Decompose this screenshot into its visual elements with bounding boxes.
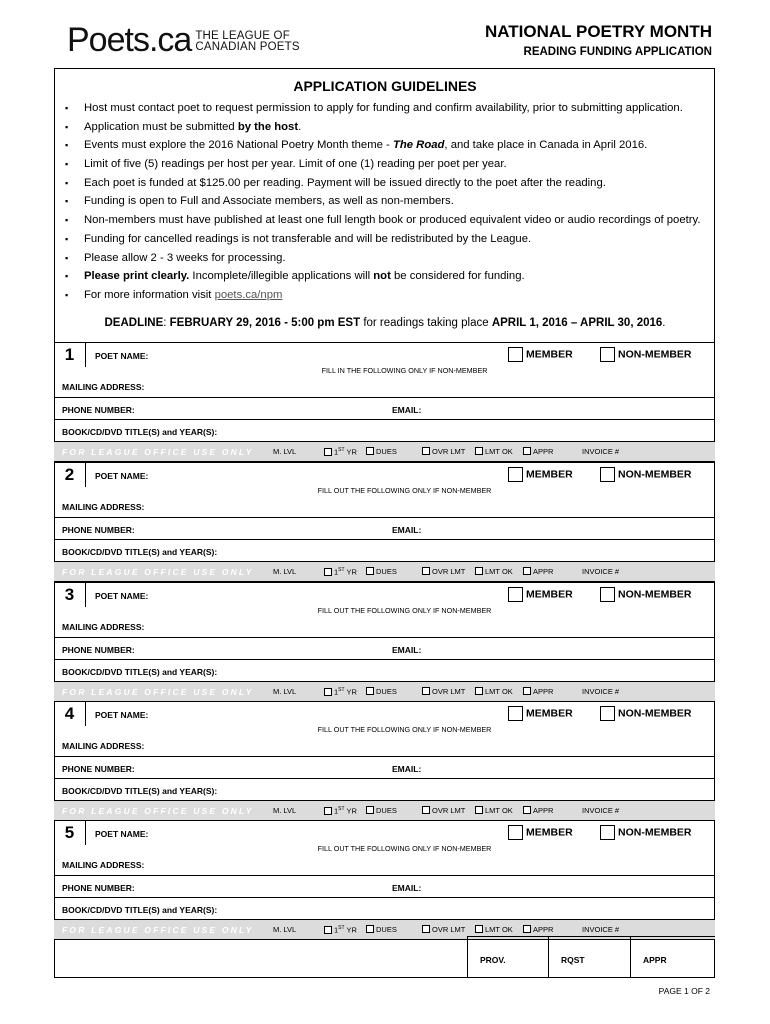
- first-year-checkbox[interactable]: [324, 807, 332, 815]
- poet-name-label: POET NAME:: [95, 351, 149, 361]
- lmt-ok-option[interactable]: LMT OK: [475, 687, 513, 696]
- invoice-label: INVOICE #: [582, 567, 620, 576]
- ovr-lmt-checkbox[interactable]: [422, 925, 430, 933]
- application-section-2: [54, 462, 715, 582]
- non-member-option[interactable]: NON-MEMBER: [600, 467, 692, 482]
- section-number: 2: [54, 463, 86, 487]
- m-lvl-label: M. LVL: [273, 447, 297, 456]
- lmt-ok-option[interactable]: LMT OK: [475, 925, 513, 934]
- non-member-checkbox[interactable]: [600, 467, 615, 482]
- book-titles-field[interactable]: BOOK/CD/DVD TITLE(S) and YEAR(S):: [54, 778, 715, 800]
- mailing-address-field[interactable]: MAILING ADDRESS:: [62, 382, 145, 392]
- application-section-5: [54, 820, 715, 940]
- first-year-checkbox[interactable]: [324, 688, 332, 696]
- m-lvl-label: M. LVL: [273, 806, 297, 815]
- non-member-checkbox[interactable]: [600, 347, 615, 362]
- invoice-label: INVOICE #: [582, 806, 620, 815]
- application-section-1: [54, 342, 715, 462]
- bullet-icon: ▪: [65, 177, 69, 188]
- appr-option[interactable]: APPR: [523, 687, 553, 696]
- dues-checkbox[interactable]: [366, 925, 374, 933]
- npm-link[interactable]: poets.ca/npm: [214, 288, 283, 301]
- document-subtitle: READING FUNDING APPLICATION: [523, 46, 712, 58]
- appr-checkbox[interactable]: [523, 447, 531, 455]
- guideline-item: ▪ Funding is open to Full and Associate members, as well as non-members.: [64, 192, 714, 211]
- bullet-icon: ▪: [65, 271, 69, 282]
- bullet-icon: ▪: [65, 159, 69, 170]
- non-member-note: FILL OUT THE FOLLOWING ONLY IF NON-MEMBER: [317, 606, 492, 615]
- member-option[interactable]: MEMBER: [508, 467, 573, 482]
- appr-checkbox[interactable]: [523, 806, 531, 814]
- office-summary: [467, 936, 715, 978]
- phone-email-row[interactable]: PHONE NUMBER: EMAIL:: [54, 637, 715, 659]
- book-titles-field[interactable]: BOOK/CD/DVD TITLE(S) and YEAR(S):: [54, 897, 715, 919]
- appr-checkbox[interactable]: [523, 925, 531, 933]
- ovr-lmt-checkbox[interactable]: [422, 687, 430, 695]
- office-use-row: [54, 561, 715, 582]
- book-titles-field[interactable]: BOOK/CD/DVD TITLE(S) and YEAR(S):: [54, 539, 715, 561]
- section-number: 4: [54, 702, 86, 726]
- dues-option[interactable]: DUES: [366, 687, 397, 696]
- lmt-ok-checkbox[interactable]: [475, 567, 483, 575]
- lmt-ok-checkbox[interactable]: [475, 806, 483, 814]
- ovr-lmt-option[interactable]: OVR LMT: [422, 806, 465, 815]
- book-titles-field[interactable]: BOOK/CD/DVD TITLE(S) and YEAR(S):: [54, 419, 715, 441]
- bullet-icon: ▪: [65, 252, 69, 263]
- dues-checkbox[interactable]: [366, 567, 374, 575]
- appr-cell: APPR: [630, 936, 715, 978]
- section-number: 1: [54, 343, 86, 367]
- poet-name-row: [54, 462, 715, 486]
- non-member-note: FILL OUT THE FOLLOWING ONLY IF NON-MEMBER: [317, 844, 492, 853]
- header: [0, 0, 770, 70]
- dues-checkbox[interactable]: [366, 447, 374, 455]
- logo-wordmark: Poets.ca: [67, 21, 192, 59]
- ovr-lmt-checkbox[interactable]: [422, 447, 430, 455]
- invoice-label: INVOICE #: [582, 925, 620, 934]
- lmt-ok-option[interactable]: LMT OK: [475, 567, 513, 576]
- appr-option[interactable]: APPR: [523, 806, 553, 815]
- email-label: EMAIL:: [392, 525, 422, 535]
- application-section-4: [54, 701, 715, 821]
- application-section-3: [54, 582, 715, 702]
- non-member-option[interactable]: NON-MEMBER: [600, 706, 692, 721]
- guideline-item: ▪ For more information visit poets.ca/npm: [64, 286, 714, 305]
- poet-name-label: POET NAME:: [95, 471, 149, 481]
- poet-name-row: [54, 820, 715, 844]
- first-year-checkbox[interactable]: [324, 448, 332, 456]
- member-checkbox[interactable]: [508, 587, 523, 602]
- appr-checkbox[interactable]: [523, 687, 531, 695]
- first-year-option[interactable]: 1ST YR: [324, 567, 357, 577]
- lmt-ok-option[interactable]: LMT OK: [475, 447, 513, 456]
- office-use-row: [54, 441, 715, 462]
- lmt-ok-checkbox[interactable]: [475, 687, 483, 695]
- document-title: NATIONAL POETRY MONTH: [485, 22, 712, 41]
- mailing-address-field[interactable]: MAILING ADDRESS:: [62, 741, 145, 751]
- non-member-note: FILL OUT THE FOLLOWING ONLY IF NON-MEMBER: [317, 725, 492, 734]
- deadline-line: DEADLINE: FEBRUARY 29, 2016 - 5:00 pm EST for readings taking place APRIL 1, 2016 – APRIL 30, 2016.: [104, 317, 666, 329]
- section-number: 5: [54, 821, 86, 845]
- dues-option[interactable]: DUES: [366, 806, 397, 815]
- poet-name-row: [54, 342, 715, 366]
- first-year-option[interactable]: 1ST YR: [324, 925, 357, 935]
- ovr-lmt-option[interactable]: OVR LMT: [422, 687, 465, 696]
- poet-name-label: POET NAME:: [95, 591, 149, 601]
- first-year-option[interactable]: 1ST YR: [324, 687, 357, 697]
- bullet-icon: ▪: [65, 121, 69, 132]
- poet-name-row: [54, 701, 715, 725]
- lmt-ok-checkbox[interactable]: [475, 447, 483, 455]
- m-lvl-label: M. LVL: [273, 925, 297, 934]
- office-use-row: [54, 800, 715, 821]
- email-label: EMAIL:: [392, 645, 422, 655]
- bullet-icon: ▪: [65, 233, 69, 244]
- dues-option[interactable]: DUES: [366, 447, 397, 456]
- member-checkbox[interactable]: [508, 347, 523, 362]
- first-year-checkbox[interactable]: [324, 926, 332, 934]
- guideline-item: ▪ Host must contact poet to request permission to apply for funding and confirm availability, prior to submitting application.: [64, 99, 714, 118]
- member-checkbox[interactable]: [508, 825, 523, 840]
- dues-checkbox[interactable]: [366, 806, 374, 814]
- phone-email-row[interactable]: PHONE NUMBER: EMAIL:: [54, 875, 715, 897]
- ovr-lmt-option[interactable]: OVR LMT: [422, 925, 465, 934]
- ovr-lmt-option[interactable]: OVR LMT: [422, 567, 465, 576]
- non-member-checkbox[interactable]: [600, 587, 615, 602]
- non-member-option[interactable]: NON-MEMBER: [600, 825, 692, 840]
- member-option[interactable]: MEMBER: [508, 706, 573, 721]
- lmt-ok-checkbox[interactable]: [475, 925, 483, 933]
- poets-ca-logo: [67, 22, 300, 58]
- first-year-option[interactable]: 1ST YR: [324, 806, 357, 816]
- non-member-note: FILL IN THE FOLLOWING ONLY IF NON-MEMBER: [321, 366, 488, 375]
- office-use-label: FOR LEAGUE OFFICE USE ONLY: [62, 447, 254, 457]
- email-label: EMAIL:: [392, 883, 422, 893]
- bullet-icon: ▪: [65, 103, 69, 113]
- member-option[interactable]: MEMBER: [508, 587, 573, 602]
- phone-email-row[interactable]: PHONE NUMBER: EMAIL:: [54, 756, 715, 778]
- phone-email-row[interactable]: PHONE NUMBER: EMAIL:: [54, 397, 715, 419]
- non-member-option[interactable]: NON-MEMBER: [600, 587, 692, 602]
- poet-name-label: POET NAME:: [95, 829, 149, 839]
- bullet-icon: ▪: [65, 140, 69, 151]
- bullet-icon: ▪: [65, 289, 69, 300]
- appr-option[interactable]: APPR: [523, 925, 553, 934]
- dues-option[interactable]: DUES: [366, 567, 397, 576]
- first-year-checkbox[interactable]: [324, 568, 332, 576]
- guideline-item: ▪ Events must explore the 2016 National Poetry Month theme - The Road, and take place in Canada in April 2016.: [64, 136, 714, 155]
- poet-name-row: [54, 582, 715, 606]
- non-member-checkbox[interactable]: [600, 825, 615, 840]
- m-lvl-label: M. LVL: [273, 567, 297, 576]
- member-option[interactable]: MEMBER: [508, 347, 573, 362]
- ovr-lmt-option[interactable]: OVR LMT: [422, 447, 465, 456]
- mailing-address-field[interactable]: MAILING ADDRESS:: [62, 860, 145, 870]
- dues-checkbox[interactable]: [366, 687, 374, 695]
- page-number: PAGE 1 OF 2: [658, 986, 710, 996]
- guideline-item: ▪ Please print clearly. Incomplete/illegible applications will not be considered for funding.: [64, 267, 714, 286]
- guidelines-title: APPLICATION GUIDELINES: [293, 78, 477, 94]
- guideline-item: ▪ Non-members must have published at least one full length book or produced equivalent video or audio recordings of poetry.: [64, 211, 714, 230]
- logo-league-text: THE LEAGUE OF CANADIAN POETS: [195, 30, 300, 53]
- ovr-lmt-checkbox[interactable]: [422, 806, 430, 814]
- mailing-address-field[interactable]: MAILING ADDRESS:: [62, 622, 145, 632]
- office-use-row: [54, 681, 715, 702]
- office-use-label: FOR LEAGUE OFFICE USE ONLY: [62, 687, 254, 697]
- guideline-item: ▪ Funding for cancelled readings is not transferable and will be redistributed by the League.: [64, 230, 714, 249]
- bullet-icon: ▪: [65, 215, 69, 226]
- m-lvl-label: M. LVL: [273, 687, 297, 696]
- non-member-checkbox[interactable]: [600, 706, 615, 721]
- invoice-label: INVOICE #: [582, 447, 620, 456]
- non-member-option[interactable]: NON-MEMBER: [600, 347, 692, 362]
- book-titles-field[interactable]: BOOK/CD/DVD TITLE(S) and YEAR(S):: [54, 659, 715, 681]
- office-use-label: FOR LEAGUE OFFICE USE ONLY: [62, 925, 254, 935]
- lmt-ok-option[interactable]: LMT OK: [475, 806, 513, 815]
- first-year-option[interactable]: 1ST YR: [324, 447, 357, 457]
- non-member-note: FILL OUT THE FOLLOWING ONLY IF NON-MEMBER: [317, 486, 492, 495]
- member-option[interactable]: MEMBER: [508, 825, 573, 840]
- office-use-label: FOR LEAGUE OFFICE USE ONLY: [62, 567, 254, 577]
- office-use-label: FOR LEAGUE OFFICE USE ONLY: [62, 806, 254, 816]
- prov-cell: PROV.: [467, 936, 548, 978]
- poet-name-label: POET NAME:: [95, 710, 149, 720]
- ovr-lmt-checkbox[interactable]: [422, 567, 430, 575]
- guideline-item: ▪ Each poet is funded at $125.00 per reading. Payment will be issued directly to the poet after the reading.: [64, 174, 714, 193]
- phone-email-row[interactable]: PHONE NUMBER: EMAIL:: [54, 517, 715, 539]
- guideline-item: ▪ Application must be submitted by the host.: [64, 118, 714, 137]
- invoice-label: INVOICE #: [582, 687, 620, 696]
- appr-checkbox[interactable]: [523, 567, 531, 575]
- email-label: EMAIL:: [392, 764, 422, 774]
- guidelines-list: [64, 99, 714, 305]
- guideline-item: ▪ Please allow 2 - 3 weeks for processing.: [64, 249, 714, 268]
- mailing-address-field[interactable]: MAILING ADDRESS:: [62, 502, 145, 512]
- rqst-cell: RQST: [548, 936, 630, 978]
- appr-option[interactable]: APPR: [523, 447, 553, 456]
- guideline-item: ▪ Limit of five (5) readings per host per year. Limit of one (1) reading per poet per year.: [64, 155, 714, 174]
- dues-option[interactable]: DUES: [366, 925, 397, 934]
- appr-option[interactable]: APPR: [523, 567, 553, 576]
- member-checkbox[interactable]: [508, 467, 523, 482]
- email-label: EMAIL:: [392, 405, 422, 415]
- section-number: 3: [54, 583, 86, 607]
- member-checkbox[interactable]: [508, 706, 523, 721]
- bullet-icon: ▪: [65, 196, 69, 207]
